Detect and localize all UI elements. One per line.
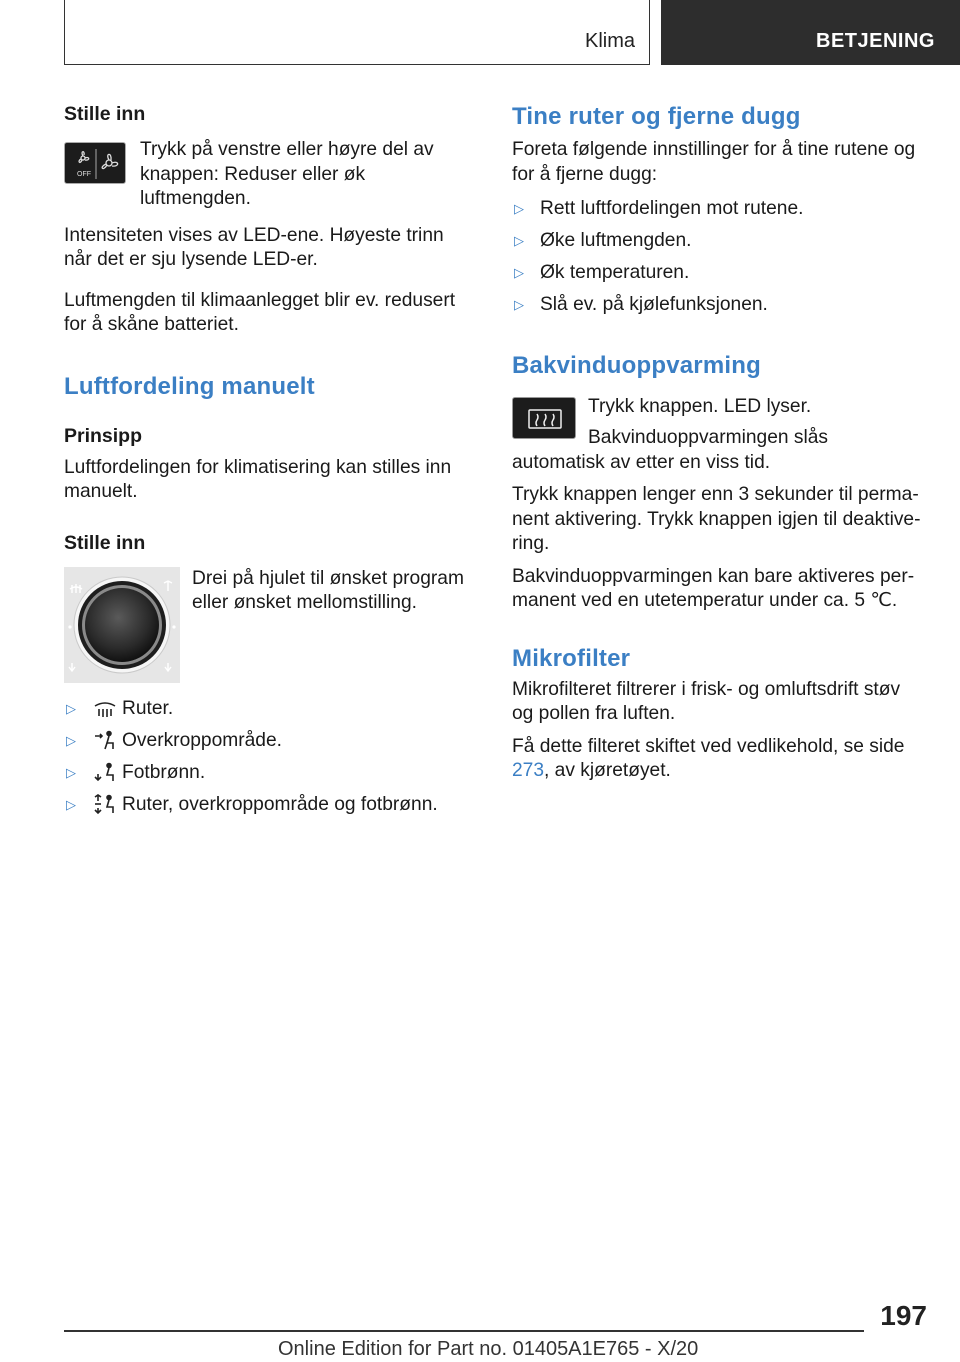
fan-button-figure [64,138,476,212]
fan-setting-heading: Stille inn [64,103,146,125]
list-item-text: Fotbrønn. [122,761,206,783]
off-label: OFF [77,171,91,178]
chapter-title: Klima [584,30,635,52]
knob-figure [64,567,476,683]
list-item-text: Øk temperaturen. [540,262,690,283]
rear-defrost-auto-text: Bakvinduoppvarmingen slås automatisk av etter en viss tid. [512,427,828,473]
list-item-text: Rett luftfordelingen mot rutene. [540,198,804,219]
rear-defrost-button-image [512,397,576,439]
bullet-triangle-icon: ▷ [514,265,524,280]
page-header [0,0,960,66]
list-item-text: Ruter, overkroppområde og fotbrønn. [122,793,438,815]
bullet-triangle-icon: ▷ [66,732,76,748]
bullet-triangle-icon: ▷ [514,201,524,216]
left-column [64,102,476,821]
list-item [512,193,924,225]
list-item [512,289,924,321]
knob-text: Drei på hjulet til ønsket program eller ønsket mellomstilling. [192,567,464,613]
principle-text: Luftfordelingen for klimatisering kan stilles inn manuelt. [64,456,452,502]
list-item [512,225,924,257]
rear-defrost-temperature-text: Bakvinduoppvarmingen kan bare aktiveres permanent ved en utetemperatur under ca. 5 ℃. [512,565,915,611]
defog-heading: Tine ruter og fjerne dugg [512,103,801,130]
section-tab [661,0,960,65]
rear-defrost-icon [513,398,577,440]
distribution-knob-image [64,567,180,683]
list-item-text: Øke luftmengden. [540,230,692,251]
rear-defrost-permanent-text: Trykk knappen lenger enn 3 sekunder til permanent aktivering. Trykk knappen igjen til deaktivering. [512,484,921,554]
list-item [64,725,476,757]
distribution-setting-heading: Stille inn [64,531,146,554]
fan-icon [65,143,127,185]
page-link[interactable]: 273 [512,760,545,781]
battery-note-text: Luftmengden til klimaanlegget blir ev. redusert for å skåne batteriet. [64,289,456,335]
list-item [64,693,476,725]
bullet-triangle-icon: ▷ [66,700,76,716]
principle-heading: Prinsipp [64,424,143,447]
defog-intro-text: Foreta følgende innstillinger for å tine rutene og for å fjerne dugg: [512,139,916,185]
list-item [64,757,476,789]
section-title: BETJENING [816,30,935,52]
list-item [64,789,476,821]
list-item-text: Slå ev. på kjølefunksjonen. [540,294,768,315]
list-item-text: Overkroppområde. [122,729,282,751]
footer-divider [64,1330,864,1332]
all-zones-icon [92,794,118,816]
upper-body-icon [92,730,118,752]
page-number: 197 [880,1300,927,1331]
microfilter-service-text [512,735,924,784]
right-column [512,102,924,784]
rear-window-heading: Bakvinduoppvarming [512,352,761,379]
list-item [512,257,924,289]
service-text-part: Få dette filteret skiftet ved vedlikehold, se side [512,735,905,757]
footwell-icon [92,762,118,784]
rotary-knob-icon [64,567,180,683]
microfilter-text: Mikrofilteret filtrerer i frisk- og omluftsdrift støv og pollen fra luften. [512,678,901,724]
bullet-triangle-icon: ▷ [66,796,76,812]
bullet-triangle-icon: ▷ [514,233,524,248]
rear-defrost-press-text: Trykk knappen. LED lyser. [588,396,812,417]
distribution-list [64,693,476,821]
led-intensity-text: Intensiteten vises av LED-ene. Høyeste trinn når det er sju lysende LED-er. [64,224,444,270]
bullet-triangle-icon: ▷ [66,764,76,780]
defog-list [512,193,924,321]
microfilter-heading: Mikrofilter [512,644,631,672]
fan-button-image [64,142,126,184]
edition-text: Online Edition for Part no. 01405A1E765 - X/20 [278,1338,699,1360]
service-text-part: , av kjøretøyet. [544,760,671,781]
list-item-text: Ruter. [122,697,174,719]
windshield-icon [92,698,118,720]
chapter-tab [64,0,650,65]
fan-button-text: Trykk på venstre eller høyre del av knappen: Reduser eller øk luftmengden. [140,139,434,209]
bullet-triangle-icon: ▷ [514,297,524,312]
air-distribution-heading: Luftfordeling manuelt [64,372,315,400]
